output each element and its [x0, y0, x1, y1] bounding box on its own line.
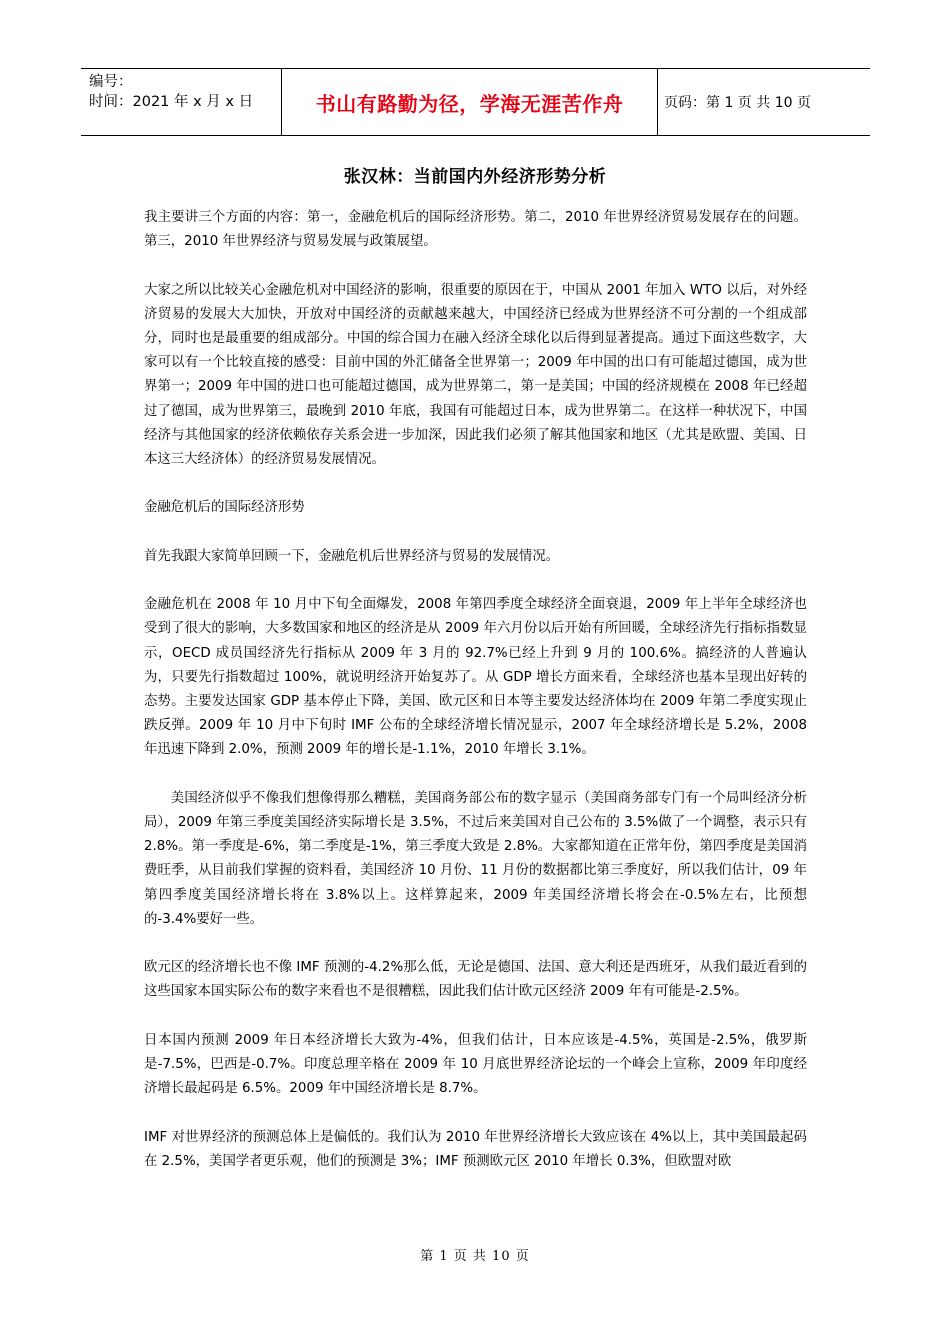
paragraph-2: 大家之所以比较关心金融危机对中国经济的影响，很重要的原因在于，中国从 2001 年加入 WTO 以后，对外经济贸易的发展大大加快，开放对中国经济的贡献越来越大，中国经济已经成为世界经济不可分割的一个组成部分，同时也是最重要的组成部分。中国的综合国力在融入经济全球化以后得到显著提高。通过下面这些数字，大家可以有一个比较直接的感受：目前中国的外汇储备全世界第一；2009 年中国的出口有可能超过德国，成为世界第一；2009 年中国的进口也可能超过德国，成为世界第二，第一是美国；中国的经济规模在 2008 年已经超过了德国，成为世界第三，最晚到 2010 年底，我国有可能超过日本，成为世界第二。在这样一种状况下，中国经济与其他国家的经济依赖依存关系会进一步加深，因此我们必须了解其他国家和地区（尤其是欧盟、美国、日本这三大经济体）的经济贸易发展情况。 [144, 282, 807, 468]
header-table [81, 68, 870, 136]
section-heading: 金融危机后的国际经济形势 [144, 500, 305, 516]
paragraph-4: 金融危机在 2008 年 10 月中下旬全面爆发，2008 年第四季度全球经济全面衰退，2009 年上半年全球经济也受到了很大的影响，大多数国家和地区的经济是从 2009 年六月份以后开始有所回暖，全球经济先行指标指数显示，OECD 成员国经济先行指标从 2009 年 3 月的 92.7%已经上升到 9 月的 100.6%。搞经济的人普遍认为，只要先行指数超过 100%，就说明经济开始复苏了。从 GDP 增长方面来看，全球经济也基本呈现出好转的态势。主要发达国家 GDP 基本停止下降，美国、欧元区和日本等主要发达经济体均在 2009 年第二季度实现止跌反弹。2009 年 10 月中下旬时 IMF 公布的全球经济增长情况显示，2007 年全球经济增长是 5.2%，2008 年迅速下降到 2.0%，预测 2009 年的增长是-1.1%，2010 年增长 3.1%。 [144, 597, 807, 758]
page-info-text: 页码：第 1 页 共 10 页 [664, 95, 811, 111]
paragraph-6: 欧元区的经济增长也不像 IMF 预测的-4.2%那么低，无论是德国、法国、意大利还是西班牙，从我们最近看到的这些国家本国实际公布的数字来看也不是很糟糕，因此我们估计欧元区经济 2009 年有可能是-2.5%。 [144, 960, 807, 1000]
document-title: 张汉林：当前国内外经济形势分析 [343, 167, 607, 187]
paragraph-5: 美国经济似乎不像我们想像得那么糟糕，美国商务部公布的数字显示（美国商务部专门有一个局叫经济分析局），2009 年第三季度美国经济实际增长是 3.5%，不过后来美国对自己公布的 3.5%做了一个调整，表示只有 2.8%。第一季度是-6%，第二季度是-1%，第三季度大致是 2.8%。大家都知道在正常年份，第四季度是美国消费旺季，从目前我们掌握的资料看，美国经济 10 月份、11 月份的数据都比第三季度好，所以我们估计，09 年第四季度美国经济增长将在 3.8%以上。这样算起来，2009 年美国经济增长将会在-0.5%左右，比预想的-3.4%要好一些。 [144, 790, 807, 927]
motto-cell [282, 69, 658, 135]
header-meta-cell [81, 69, 282, 135]
paragraph-3: 首先我跟大家简单回顾一下，金融危机后世界经济与贸易的发展情况。 [144, 548, 560, 564]
document-body [144, 206, 807, 1198]
page-info-cell [658, 69, 870, 135]
number-label: 编号： [89, 74, 133, 90]
motto-text: 书山有路勤为径，学海无涯苦作舟 [315, 91, 624, 116]
page-footer: 第 1 页 共 10 页 [420, 1249, 530, 1264]
paragraph-8: IMF 对世界经济的预测总体上是偏低的。我们认为 2010 年世界经济增长大致应该在 4%以上，其中美国最起码在 2.5%，美国学者更乐观，他们的预测是 3%；IMF 预测欧元区 2010 年增长 0.3%，但欧盟对欧 [144, 1129, 807, 1169]
paragraph-7: 日本国内预测 2009 年日本经济增长大致为-4%，但我们估计，日本应该是-4.5%，英国是-2.5%，俄罗斯是-7.5%，巴西是-0.7%。印度总理辛格在 2009 年 10 月底世界经济论坛的一个峰会上宣称，2009 年印度经济增长最起码是 6.5%。2009 年中国经济增长是 8.7%。 [144, 1032, 807, 1097]
date-label: 时间：2021 年 x 月 x 日 [89, 94, 254, 110]
paragraph-1: 我主要讲三个方面的内容：第一，金融危机后的国际经济形势。第二，2010 年世界经济贸易发展存在的问题。第三，2010 年世界经济与贸易发展与政策展望。 [144, 210, 807, 250]
